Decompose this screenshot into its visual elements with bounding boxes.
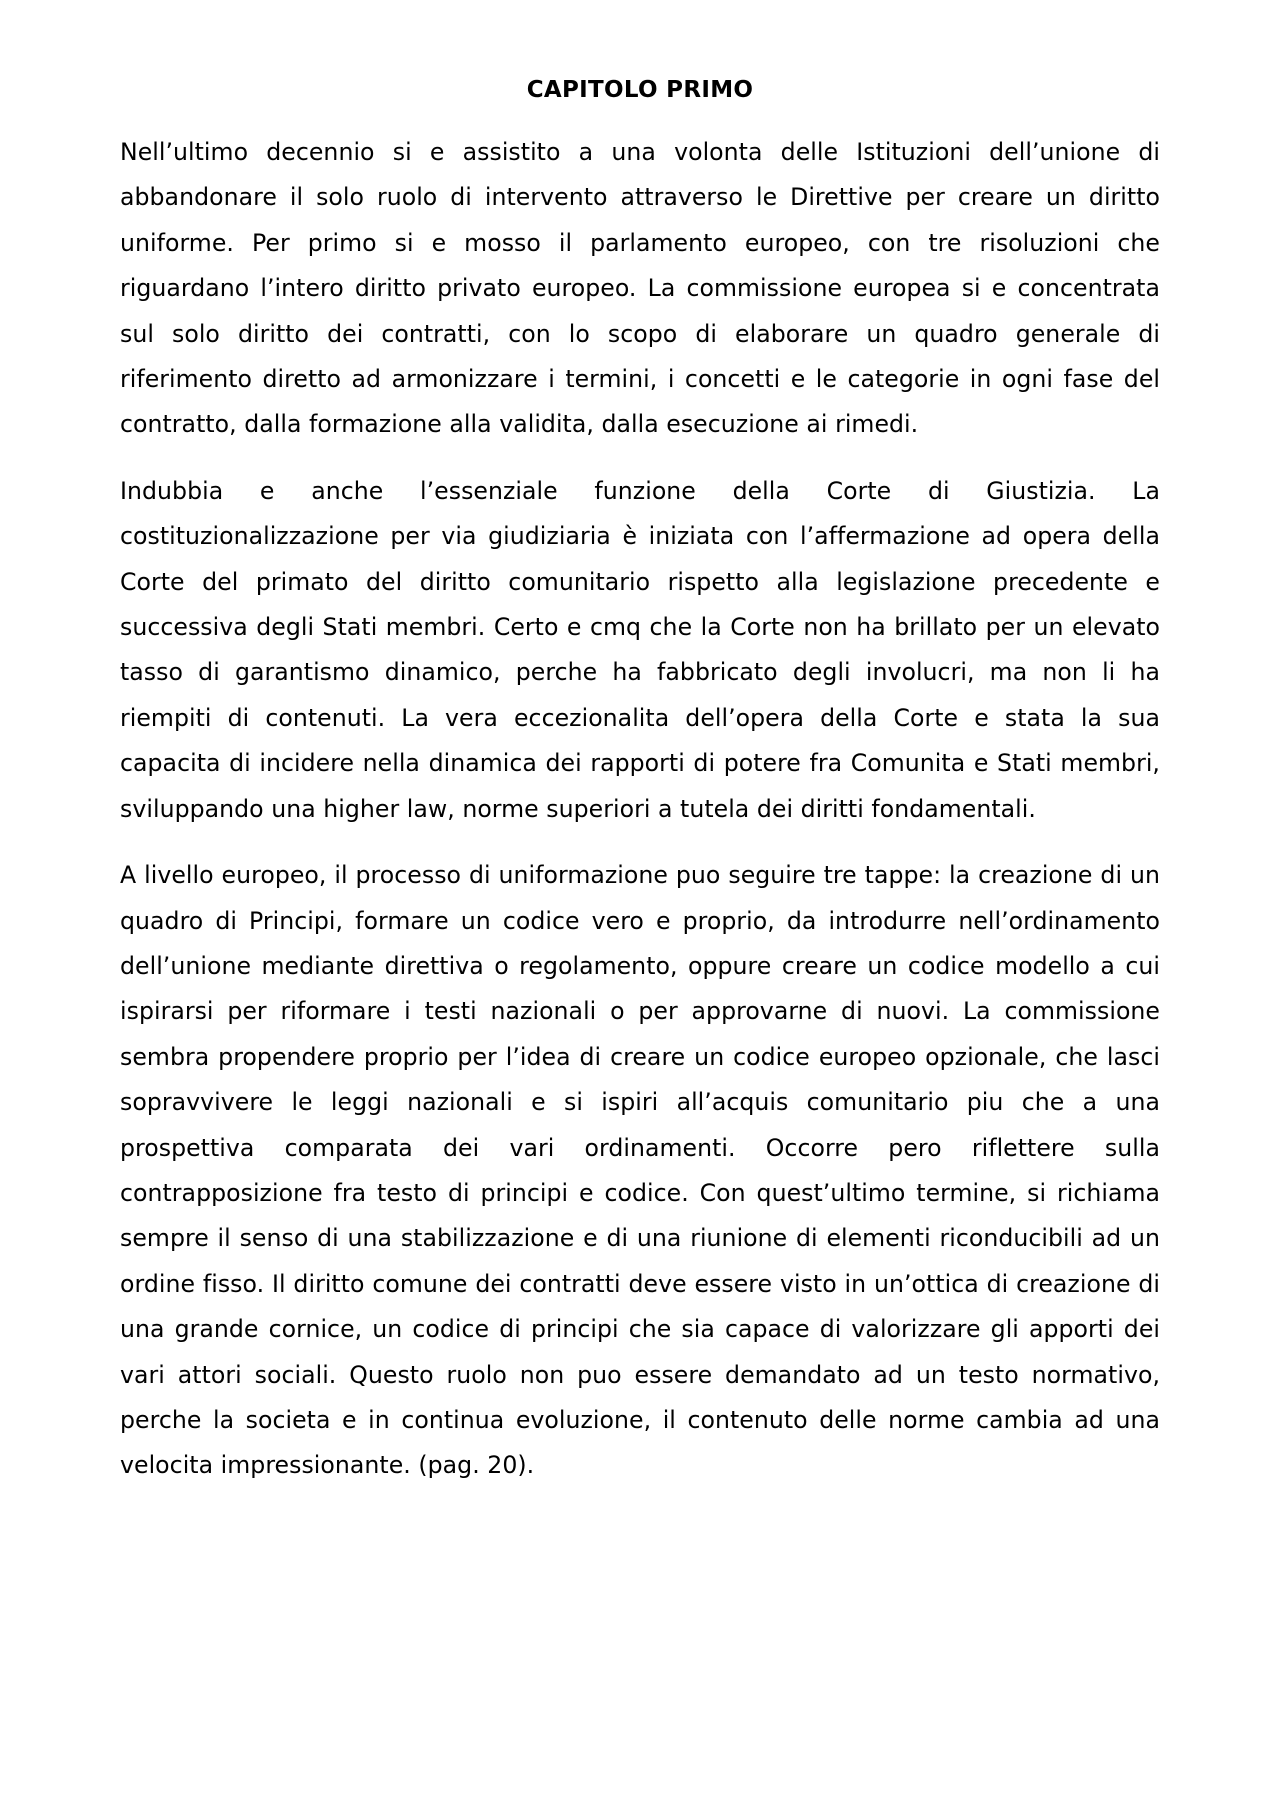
paragraph-1: Nell’ultimo decennio si e assistito a una volonta delle Istituzioni dell’unione di abbandonare il solo ruolo di intervento attraverso le Direttive per creare un diritto uniforme. Per primo si e mosso il parlamento europeo, con tre risoluzioni che riguardano l’intero diritto privato europeo. La commissione europea si e concentrata sul solo diritto dei contratti, con lo scopo di elaborare un quadro generale di riferimento diretto ad armonizzare i termini, i concetti e le categorie in ogni fase del contratto, dalla formazione alla validita, dalla esecuzione ai rimedi. <box>120 138 1160 439</box>
paragraph-2: Indubbia e anche l’essenziale funzione della Corte di Giustizia. La costituzionalizzazione per via giudiziaria è iniziata con l’affermazione ad opera della Corte del primato del diritto comunitario rispetto alla legislazione precedente e successiva degli Stati membri. Certo e cmq che la Corte non ha brillato per un elevato tasso di garantismo dinamico, perche ha fabbricato degli involucri, ma non li ha riempiti di contenuti. La vera eccezionalita dell’opera della Corte e stata la sua capacita di incidere nella dinamica dei rapporti di potere fra Comunita e Stati membri, sviluppando una higher law, norme superiori a tutela dei diritti fondamentali. <box>120 476 1160 823</box>
paragraph-3: A livello europeo, il processo di uniformazione puo seguire tre tappe: la creazione di un quadro di Principi, formare un codice vero e proprio, da introdurre nell’ordinamento dell’unione mediante direttiva o regolamento, oppure creare un codice modello a cui ispirarsi per riformare i testi nazionali o per approvarne di nuovi. La commissione sembra propendere proprio per l’idea di creare un codice europeo opzionale, che lasci sopravvivere le leggi nazionali e si ispiri all’acquis comunitario piu che a una prospettiva comparata dei vari ordinamenti. Occorre pero riflettere sulla contrapposizione fra testo di principi e codice. Con quest’ultimo termine, si richiama sempre il senso di una stabilizzazione e di una riunione di elementi riconducibili ad un ordine fisso. Il diritto comune dei contratti deve essere visto in un’ottica di creazione di una grande cornice, un codice di principi che sia capace di valorizzare gli apporti dei vari attori sociali. Questo ruolo non puo essere demandato ad un testo normativo, perche la societa e in continua evoluzione, il contenuto delle norme cambia ad una velocita impressionante. (pag. 20). <box>120 861 1160 1480</box>
document-body <box>120 68 1160 1510</box>
chapter-title: CAPITOLO PRIMO <box>526 77 754 103</box>
